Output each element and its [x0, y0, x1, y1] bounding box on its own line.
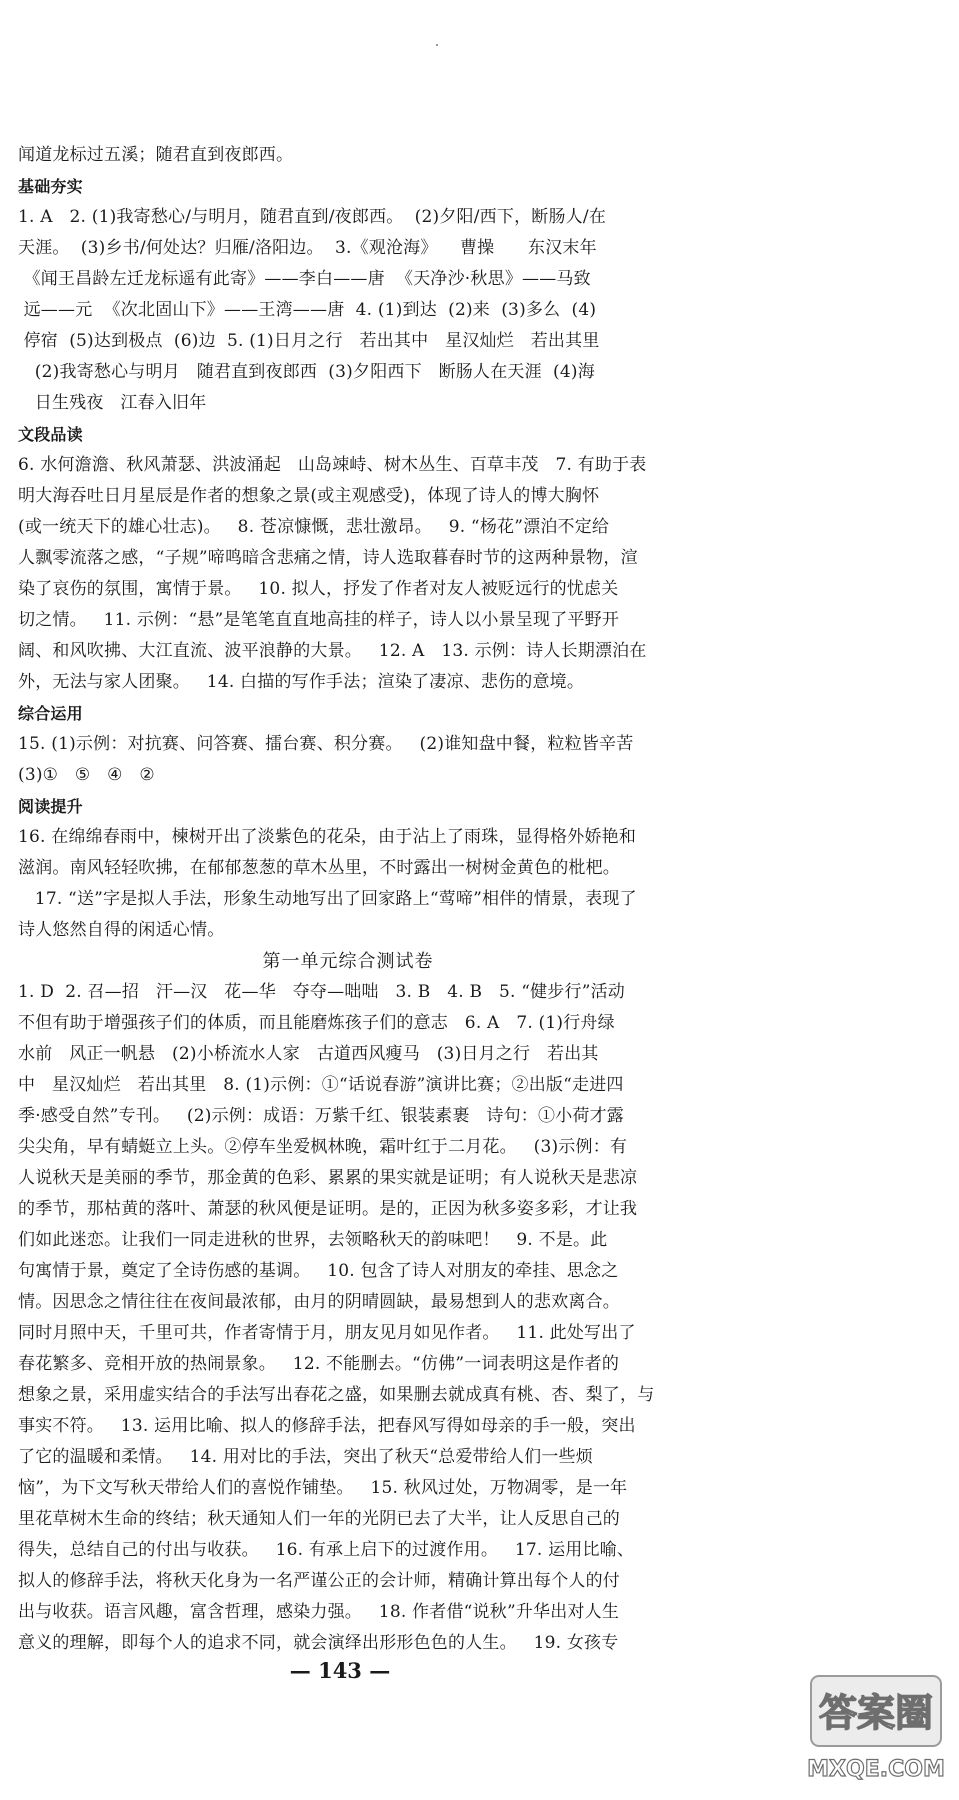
text-line: 天涯。 (3)乡书/何处达？归雁/洛阳边。 3.《观沧海》 曹操 东汉末年 — [18, 238, 597, 258]
text-line: 春花繁多、竞相开放的热闹景象。 12. 不能删去。“仿佛”一词表明这是作者的 — [18, 1354, 620, 1374]
watermark-logo — [807, 1670, 945, 1790]
text-line: 水前 风正一帆悬 (2)小桥流水人家 古道西风瘦马 (3)日月之行 若出其 — [18, 1044, 599, 1064]
text-line: 的季节，那枯黄的落叶、萧瑟的秋风便是证明。是的，正因为秋多姿多彩，才让我 — [18, 1199, 638, 1219]
text-line: 日生残夜 江春入旧年 — [18, 393, 207, 413]
text-line: 染了哀伤的氛围，寓情于景。 10. 拟人，抒发了作者对友人被贬远行的忧虑关 — [18, 579, 619, 599]
text-line: (2)我寄愁心与明月 随君直到夜郎西 (3)夕阳西下 断肠人在天涯 (4)海 — [18, 362, 595, 382]
text-line: 句寓情于景，奠定了全诗伤感的基调。 10. 包含了诗人对朋友的牵挂、思念之 — [18, 1261, 619, 1281]
section-heading: 阅读提升 — [18, 797, 83, 816]
scan-speck — [436, 44, 438, 46]
text-line: 诗人悠然自得的闲适心情。 — [18, 920, 225, 940]
watermark-top-text: 答案圈 — [818, 1691, 934, 1735]
text-line: 6. 水何澹澹、秋风萧瑟、洪波涌起 山岛竦峙、树木丛生、百草丰茂 7. 有助于表 — [18, 455, 647, 475]
section-heading: 综合运用 — [18, 704, 83, 723]
section-heading: 基础夯实 — [18, 177, 83, 196]
text-line: 15. (1)示例：对抗赛、问答赛、擂台赛、积分赛。 (2)谁知盘中餐，粒粒皆辛苦 — [18, 734, 634, 754]
text-line: 滋润。南风轻轻吹拂，在郁郁葱葱的草木丛里，不时露出一树树金黄色的枇杷。 — [18, 858, 620, 878]
text-line: 事实不符。 13. 运用比喻、拟人的修辞手法，把春风写得如母亲的手一般，突出 — [18, 1416, 636, 1436]
text-line: 停宿 (5)达到极点 (6)边 5. (1)日月之行 若出其中 星汉灿烂 若出其里 — [18, 331, 600, 351]
text-line: (或一统天下的雄心壮志)。 8. 苍凉慷慨，悲壮激昂。 9. “杨花”漂泊不定给 — [18, 517, 610, 537]
text-line: 中 星汉灿烂 若出其里 8. (1)示例：①“话说春游”演讲比赛；②出版“走进四 — [18, 1075, 624, 1095]
text-line: 不但有助于增强孩子们的体质，而且能磨炼孩子们的意志 6. A 7. (1)行舟绿 — [18, 1013, 615, 1033]
text-line: 阔、和风吹拂、大江直流、波平浪静的大景。 12. A 13. 示例：诗人长期漂泊在 — [18, 641, 647, 661]
text-line: 尖尖角，早有蜻蜓立上头。②停车坐爱枫林晚，霜叶红于二月花。 (3)示例：有 — [18, 1137, 628, 1157]
text-line: 拟人的修辞手法，将秋天化身为一名严谨公正的会计师，精确计算出每个人的付 — [18, 1571, 620, 1591]
text-line: 明大海吞吐日月星辰是作者的想象之景(或主观感受)，体现了诗人的博大胸怀 — [18, 486, 600, 506]
section-title: 第一单元综合测试卷 — [262, 951, 434, 972]
text-line: 16. 在绵绵春雨中，楝树开出了淡紫色的花朵，由于沾上了雨珠，显得格外娇艳和 — [18, 827, 637, 847]
text-line: 得失，总结自己的付出与收获。 16. 有承上启下的过渡作用。 17. 运用比喻、 — [18, 1540, 635, 1560]
text-line: 人飘零流落之感，“子规”啼鸣暗含悲痛之情，诗人选取暮春时节的这两种景物，渲 — [18, 548, 638, 568]
text-line: 人说秋天是美丽的季节，那金黄的色彩、累累的果实就是证明；有人说秋天是悲凉 — [18, 1168, 638, 1188]
text-line: 远——元 《次北固山下》——王湾——唐 4. (1)到达 (2)来 (3)多么 (4) — [18, 300, 597, 320]
text-line: 情。因思念之情往往在夜间最浓郁，由月的阴晴圆缺，最易想到人的悲欢离合。 — [18, 1292, 620, 1312]
text-line: 出与收获。语言风趣，富含哲理，感染力强。 18. 作者借“说秋”升华出对人生 — [18, 1602, 620, 1622]
text-line: 意义的理解，即每个人的追求不同，就会演绎出形形色色的人生。 19. 女孩专 — [18, 1633, 619, 1653]
answer-page-body — [18, 140, 678, 1659]
text-line: 外，无法与家人团聚。 14. 白描的写作手法；渲染了凄凉、悲伤的意境。 — [18, 672, 585, 692]
text-line: 同时月照中天，千里可共，作者寄情于月，朋友见月如见作者。 11. 此处写出了 — [18, 1323, 636, 1343]
text-line: 里花草树木生命的终结；秋天通知人们一年的光阴已去了大半，让人反思自己的 — [18, 1509, 620, 1529]
text-line: (3)① ⑤ ④ ② — [18, 765, 155, 785]
watermark-bottom-text: MXQE.COM — [807, 1757, 945, 1782]
text-line: 季·感受自然”专刊。 (2)示例：成语：万紫千红、银装素裹 诗句：①小荷才露 — [18, 1106, 624, 1126]
text-line: 闻道龙标过五溪；随君直到夜郎西。 — [18, 145, 294, 165]
page-number: — 143 — — [289, 1658, 391, 1683]
text-line: 1. D 2. 召—招 汗—汉 花—华 夺夺—咄咄 3. B 4. B 5. “健步行”活动 — [18, 982, 625, 1002]
text-line: 想象之景，采用虚实结合的手法写出春花之盛，如果删去就成真有桃、杏、梨了，与 — [18, 1385, 655, 1405]
text-line: 17. “送”字是拟人手法，形象生动地写出了回家路上“莺啼”相伴的情景，表现了 — [18, 889, 637, 909]
text-line: 1. A 2. (1)我寄愁心/与明月，随君直到/夜郎西。 (2)夕阳/西下，断肠人/在 — [18, 207, 607, 227]
text-line: 切之情。 11. 示例：“悬”是笔笔直直地高挂的样子，诗人以小景呈现了平野开 — [18, 610, 620, 630]
text-line: 们如此迷恋。让我们一同走进秋的世界，去领略秋天的韵味吧！ 9. 不是。此 — [18, 1230, 608, 1250]
text-line: 《闻王昌龄左迁龙标遥有此寄》——李白——唐 《天净沙·秋思》——马致 — [18, 269, 591, 289]
text-line: 了它的温暖和柔情。 14. 用对比的手法，突出了秋天“总爱带给人们一些烦 — [18, 1447, 593, 1467]
section-heading: 文段品读 — [18, 425, 83, 444]
text-line: 恼”，为下文写秋天带给人们的喜悦作铺垫。 15. 秋风过处，万物凋零，是一年 — [18, 1478, 628, 1498]
